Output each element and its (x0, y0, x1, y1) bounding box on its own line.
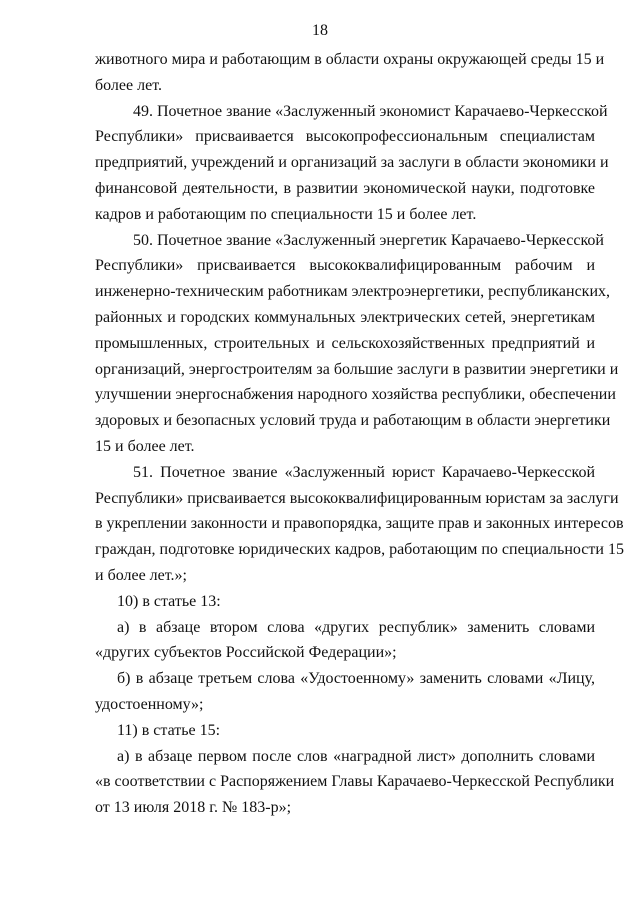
text-line: промышленных, строительных и сельскохозяйственных предприятий и (95, 334, 595, 352)
text-line: финансовой деятельности, в развитии экономической науки, подготовке (95, 179, 595, 197)
paragraph-50 (95, 228, 619, 460)
text-line: 49. Почетное звание «Заслуженный экономист Карачаево-Черкесской (133, 102, 608, 120)
text-line: кадров и работающим по специальности 15 и более лет. (95, 205, 477, 223)
document-body (95, 47, 624, 821)
text-line: в укреплении законности и правопорядка, защите прав и законных интересов (95, 515, 624, 533)
text-line: 11) в статье 15: (117, 721, 221, 739)
text-line: Республики» присваивается высококвалифицированным рабочим и (95, 257, 595, 275)
paragraph-item-10b (95, 666, 595, 718)
paragraph-continued (95, 47, 605, 99)
text-line: предприятий, учреждений и организаций за заслуги в области экономики и (95, 154, 609, 172)
paragraph-item-10 (95, 589, 595, 615)
text-line: здоровых и безопасных условий труда и работающим в области энергетики (95, 412, 611, 430)
text-line: животного мира и работающим в области охраны окружающей среды 15 и (95, 51, 605, 68)
text-line: от 13 июля 2018 г. № 183-р»; (95, 799, 292, 817)
text-line: граждан, подготовке юридических кадров, работающим по специальности 15 (95, 541, 624, 559)
text-line: инженерно-техническим работникам электроэнергетики, республиканских, (95, 283, 611, 301)
text-line: а) в абзаце первом после слов «наградной лист» дополнить словами (117, 747, 595, 765)
paragraph-item-11a (95, 744, 615, 821)
text-line: «других субъектов Российской Федерации»; (95, 644, 397, 662)
text-line: удостоенному»; (95, 695, 204, 713)
paragraph-item-10a (95, 615, 595, 667)
paragraph-51 (95, 460, 624, 589)
text-line: Республики» присваивается высококвалифицированным юристам за заслуги (95, 489, 619, 507)
paragraph-item-11 (95, 718, 595, 744)
text-line: более лет. (95, 76, 162, 94)
text-line: а) в абзаце втором слова «других республик» заменить словами (117, 618, 595, 636)
text-line: 51. Почетное звание «Заслуженный юрист Карачаево-Черкесской (133, 463, 595, 481)
text-line: 15 и более лет. (95, 437, 195, 455)
page-number: 18 (312, 22, 328, 39)
text-line: организаций, энергостроителям за большие заслуги в развитии энергетики и (95, 360, 619, 378)
text-line: б) в абзаце третьем слова «Удостоенному» заменить словами «Лицу, (117, 670, 595, 688)
text-line: улучшении энергоснабжения народного хозяйства республики, обеспечении (95, 386, 616, 404)
text-line: Республики» присваивается высокопрофессиональным специалистам (95, 128, 595, 146)
text-line: «в соответствии с Распоряжением Главы Карачаево-Черкесской Республики (95, 773, 615, 791)
text-line: и более лет.»; (95, 566, 187, 584)
paragraph-49 (95, 99, 609, 228)
text-line: 50. Почетное звание «Заслуженный энергетик Карачаево-Черкесской (133, 231, 604, 249)
text-line: районных и городских коммунальных электрических сетей, энергетикам (95, 308, 595, 326)
text-line: 10) в статье 13: (117, 592, 221, 610)
